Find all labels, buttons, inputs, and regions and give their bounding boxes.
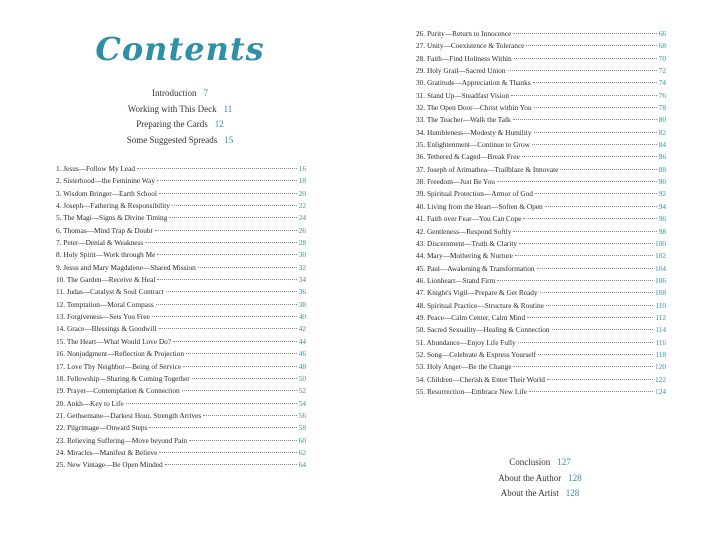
toc-page-number: 38 (298, 299, 306, 309)
matter-item[interactable] (0, 102, 360, 118)
toc-entry[interactable] (56, 386, 306, 398)
toc-page-number: 92 (658, 189, 666, 199)
toc-entry[interactable] (56, 164, 306, 176)
toc-page-number: 88 (658, 164, 666, 174)
right-page (360, 0, 720, 552)
toc-entry[interactable] (416, 115, 666, 127)
matter-item[interactable] (0, 133, 360, 149)
toc-entry[interactable] (56, 374, 306, 386)
toc-entry[interactable] (416, 227, 666, 239)
toc-entry-title: 31. Stand Up—Steadfast Vision (416, 90, 510, 100)
toc-entry-title: 50. Sacred Sexuality—Healing & Connection (416, 325, 550, 335)
dot-leader (126, 403, 297, 404)
toc-page-number: 64 (298, 460, 306, 470)
toc-entry-title: 35. Enlightenment—Continue to Grow (416, 140, 530, 150)
toc-entry-title: 23. Relieving Suffering—Move beyond Pain (56, 435, 187, 445)
toc-entry[interactable] (416, 301, 666, 313)
toc-entry-title: 54. Children—Cherish & Enter Their World (416, 374, 545, 384)
dot-leader (159, 452, 296, 453)
toc-entry[interactable] (416, 350, 666, 362)
toc-entry-title: 52. Song—Celebrate & Express Yourself (416, 349, 536, 359)
dot-leader (514, 58, 657, 59)
toc-entry[interactable] (416, 276, 666, 288)
toc-entry[interactable] (416, 313, 666, 325)
dot-leader (156, 304, 297, 305)
toc-entry-title: 37. Joseph of Arimathea—Trailblaze & Innovate (416, 164, 559, 174)
toc-entry-title: 19. Prayer—Contemplation & Connection (56, 386, 180, 396)
toc-page-number: 94 (658, 201, 666, 211)
dot-leader (515, 255, 653, 256)
toc-entry[interactable] (416, 387, 666, 399)
toc-entry-title: 18. Fellowship—Sharing & Coming Together (56, 373, 190, 383)
toc-page-number: 68 (658, 41, 666, 51)
toc-entry-title: 34. Humbleness—Modesty & Humility (416, 127, 532, 137)
toc-page-number: 24 (298, 213, 306, 223)
dot-leader (497, 181, 657, 182)
toc-entry-title: 21. Gethsemane—Darkest Hour, Strength Arrives (56, 410, 202, 420)
toc-page-number: 16 (298, 164, 306, 173)
matter-page-number: 128 (565, 488, 580, 498)
toc-list-left (56, 164, 306, 473)
toc-entry-title: 49. Peace—Calm Center, Calm Mind (416, 312, 526, 322)
toc-entry-title: 12. Temptation—Moral Compass (56, 299, 154, 309)
toc-entry-title: 2. Sisterhood—the Feminine Way (56, 176, 155, 186)
dot-leader (159, 193, 297, 194)
toc-entry[interactable] (416, 177, 666, 189)
matter-page-number: 15 (224, 134, 234, 145)
dot-leader (535, 193, 657, 194)
toc-entry[interactable] (56, 287, 306, 299)
matter-label: Conclusion (509, 457, 551, 467)
toc-page-number: 56 (298, 410, 306, 420)
matter-label: About the Artist (500, 488, 559, 498)
toc-page-number: 100 (655, 238, 666, 248)
toc-page-number: 96 (658, 214, 666, 224)
toc-page-number: 48 (298, 361, 306, 371)
dot-leader (166, 291, 297, 292)
toc-entry[interactable] (416, 239, 666, 251)
toc-entry-title: 15. The Heart—What Would Love Do? (56, 336, 172, 346)
toc-entry-title: 46. Lionheart—Stand Firm (416, 275, 496, 285)
toc-page-number: 80 (658, 115, 666, 125)
toc-entry[interactable] (56, 436, 306, 448)
toc-page-number: 76 (658, 90, 666, 100)
dot-leader (533, 82, 657, 83)
toc-entry[interactable] (416, 128, 666, 140)
toc-entry-title: 33. The Teacher—Walk the Talk (416, 115, 511, 125)
toc-entry[interactable] (416, 140, 666, 152)
matter-page-number: 12 (214, 119, 224, 129)
dot-leader (560, 169, 656, 170)
back-matter-list (360, 455, 720, 502)
toc-entry[interactable] (56, 226, 306, 238)
matter-label: Working with This Deck (127, 103, 217, 114)
dot-leader (546, 305, 653, 306)
toc-page-number: 26 (298, 225, 306, 235)
dot-leader (511, 95, 657, 96)
toc-entry-title: 28. Faith—Find Holiness Within (416, 53, 512, 63)
dot-leader (497, 280, 653, 281)
toc-page-number: 104 (655, 263, 666, 273)
toc-entry-title: 42. Gentleness—Respond Softly (416, 226, 512, 236)
toc-entry-title: 20. Ankh—Key to Life (56, 398, 124, 408)
dot-leader (537, 268, 654, 269)
toc-entry-title: 48. Spiritual Practice—Structure & Routine (416, 300, 544, 310)
toc-entry-title: 16. Nonjudgment—Reflection & Projection (56, 349, 185, 359)
toc-entry[interactable] (416, 78, 666, 90)
toc-entry[interactable] (416, 362, 666, 374)
toc-entry-title: 32. The Open Door—Christ within You (416, 103, 532, 113)
dot-leader (186, 353, 297, 354)
dot-leader (523, 218, 656, 219)
toc-entry-title: 4. Joseph—Fathering & Responsibility (56, 201, 170, 211)
toc-entry[interactable] (416, 165, 666, 177)
toc-page-number: 40 (298, 312, 306, 322)
toc-entry[interactable] (416, 338, 666, 350)
dot-leader (513, 231, 656, 232)
toc-entry[interactable] (416, 54, 666, 66)
dot-leader (182, 390, 297, 391)
matter-item[interactable] (360, 471, 720, 487)
toc-entry-title: 1. Jesus—Follow My Lead (56, 164, 136, 173)
toc-page-number: 50 (298, 373, 306, 383)
dot-leader (192, 378, 297, 379)
dot-leader (165, 464, 297, 465)
toc-page-number: 46 (298, 349, 306, 359)
toc-entry[interactable] (56, 312, 306, 324)
toc-entry[interactable] (416, 29, 666, 41)
toc-entry-title: 45. Paul—Awakening & Transformation (416, 263, 535, 273)
toc-entry-title: 8. Holy Spirit—Work through Me (56, 250, 156, 260)
matter-label: About the Author (498, 472, 562, 483)
toc-entry-title: 26. Purity—Return to Innocence (416, 29, 512, 38)
dot-leader (173, 341, 297, 342)
front-matter-list (0, 86, 360, 148)
dot-leader (145, 242, 296, 243)
toc-entry[interactable] (56, 263, 306, 275)
toc-entry-title: 3. Wisdom Bringer—Earth School (56, 188, 157, 198)
toc-page-number: 114 (655, 325, 666, 335)
toc-entry[interactable] (416, 202, 666, 214)
toc-entry-title: 38. Freedom—Just Be You (416, 177, 495, 187)
toc-entry[interactable] (56, 300, 306, 312)
toc-page-number: 28 (298, 238, 306, 248)
matter-label: Some Suggested Spreads (126, 134, 218, 145)
dot-leader (538, 354, 653, 355)
dot-leader (155, 230, 297, 231)
toc-page-number: 18 (298, 176, 306, 186)
dot-leader (518, 342, 654, 343)
matter-item[interactable] (360, 455, 720, 471)
toc-entry-title: 29. Holy Grail—Sacred Union (416, 66, 506, 76)
matter-label: Introduction (152, 88, 197, 98)
dot-leader (149, 427, 296, 428)
toc-page-number: 82 (658, 127, 666, 137)
dot-leader (519, 243, 653, 244)
dot-leader (526, 45, 656, 46)
dot-leader (137, 168, 297, 169)
dot-leader (508, 70, 657, 71)
toc-page-number: 72 (658, 66, 666, 76)
dot-leader (513, 119, 657, 120)
dot-leader (172, 205, 297, 206)
toc-entry[interactable] (56, 448, 306, 460)
toc-entry[interactable] (56, 324, 306, 336)
toc-page-number: 70 (658, 53, 666, 63)
toc-entry[interactable] (56, 189, 306, 201)
toc-entry[interactable] (56, 423, 306, 435)
matter-label: Preparing the Cards (136, 119, 208, 129)
toc-entry[interactable] (416, 251, 666, 263)
toc-page-number: 120 (655, 362, 666, 372)
toc-page-number: 42 (298, 324, 306, 334)
toc-page-number: 34 (298, 275, 306, 285)
toc-entry[interactable] (56, 176, 306, 188)
toc-page-number: 78 (658, 103, 666, 113)
toc-page-number: 108 (655, 288, 666, 298)
toc-entry[interactable] (416, 103, 666, 115)
dot-leader (513, 33, 656, 34)
dot-leader (157, 180, 297, 181)
toc-entry-title: 43. Discernment—Truth & Clarity (416, 238, 518, 248)
dot-leader (547, 379, 653, 380)
toc-page-number: 44 (298, 336, 306, 346)
dot-leader (527, 317, 653, 318)
toc-entry[interactable] (56, 275, 306, 287)
toc-entry[interactable] (416, 288, 666, 300)
toc-entry-title: 27. Unity—Coexistence & Tolerance (416, 41, 525, 51)
contents-title: Contents (95, 30, 265, 68)
toc-page-number: 110 (655, 300, 666, 310)
toc-entry-title: 55. Resurrection—Embrace New Life (416, 386, 528, 396)
toc-entry-title: 39. Spiritual Protection—Armor of God (416, 189, 533, 199)
matter-page-number: 7 (203, 88, 208, 98)
toc-page-number: 30 (298, 250, 306, 260)
matter-item[interactable] (0, 86, 360, 102)
toc-entry-title: 22. Pilgrimage—Onward Steps (56, 423, 148, 433)
toc-entry-title: 47. Knight's Vigil—Prepare & Get Ready (416, 288, 538, 298)
toc-page-number: 32 (298, 262, 306, 272)
dot-leader (157, 279, 296, 280)
toc-entry-title: 10. The Garden—Receive & Heal (56, 275, 156, 285)
toc-list-right (416, 29, 666, 399)
toc-entry-title: 14. Grace—Blessings & Goodwill (56, 324, 157, 334)
toc-entry[interactable] (416, 41, 666, 53)
toc-page-number: 58 (298, 423, 306, 433)
toc-entry-title: 53. Holy Anger—Be the Change (416, 362, 512, 372)
dot-leader (159, 328, 297, 329)
dot-leader (552, 329, 654, 330)
toc-entry[interactable] (56, 213, 306, 225)
toc-entry-title: 24. Miracles—Manifest & Believe (56, 447, 158, 457)
toc-page-number: 112 (655, 312, 666, 322)
toc-entry-title: 44. Mary—Mothering & Nurture (416, 251, 513, 261)
dot-leader (522, 156, 657, 157)
toc-page-number: 60 (298, 435, 306, 445)
toc-entry-title: 41. Faith over Fear—You Can Cope (416, 214, 522, 224)
toc-entry-title: 30. Gratitude—Appreciation & Thanks (416, 78, 531, 88)
dot-leader (198, 267, 297, 268)
toc-page-number: 98 (658, 226, 666, 236)
dot-leader (534, 132, 657, 133)
toc-page-number: 84 (658, 140, 666, 150)
toc-entry[interactable] (56, 337, 306, 349)
toc-entry[interactable] (416, 375, 666, 387)
matter-item[interactable] (360, 486, 720, 502)
toc-entry[interactable] (56, 201, 306, 213)
toc-entry-title: 17. Love Thy Neighbor—Being of Service (56, 361, 182, 371)
toc-page-number: 74 (658, 78, 666, 88)
toc-page-number: 66 (658, 29, 666, 38)
toc-entry[interactable] (416, 66, 666, 78)
dot-leader (540, 292, 654, 293)
toc-entry[interactable] (56, 349, 306, 361)
toc-entry[interactable] (416, 152, 666, 164)
toc-entry-title: 51. Abundance—Enjoy Life Fully (416, 337, 516, 347)
toc-entry-title: 11. Judas—Catalyst & Soul Contract (56, 287, 164, 297)
toc-entry[interactable] (56, 238, 306, 250)
toc-page-number: 124 (655, 386, 666, 396)
dot-leader (152, 316, 297, 317)
dot-leader (203, 415, 296, 416)
toc-page-number: 90 (658, 177, 666, 187)
dot-leader (534, 107, 657, 108)
toc-entry[interactable] (416, 214, 666, 226)
toc-entry[interactable] (416, 189, 666, 201)
toc-entry[interactable] (56, 460, 306, 472)
dot-leader (189, 440, 297, 441)
toc-entry[interactable] (56, 250, 306, 262)
toc-page-number: 86 (658, 152, 666, 162)
toc-page-number: 118 (655, 349, 666, 359)
toc-entry[interactable] (416, 91, 666, 103)
toc-page-number: 102 (655, 251, 666, 261)
toc-entry[interactable] (416, 325, 666, 337)
dot-leader (529, 391, 653, 392)
toc-entry-title: 36. Tethered & Caged—Break Free (416, 152, 520, 162)
toc-page-number: 62 (298, 447, 306, 457)
toc-page-number: 22 (298, 201, 306, 211)
dot-leader (157, 254, 296, 255)
toc-entry[interactable] (416, 264, 666, 276)
dot-leader (513, 366, 653, 367)
toc-page-number: 116 (655, 337, 666, 347)
toc-page-number: 54 (298, 398, 306, 408)
dot-leader (183, 366, 297, 367)
toc-page-number: 36 (298, 287, 306, 297)
toc-entry-title: 9. Jesus and Mary Magdalene—Shared Mission (56, 262, 196, 272)
matter-page-number: 127 (557, 457, 571, 467)
toc-page-number: 122 (655, 374, 666, 384)
toc-page-number: 106 (655, 275, 666, 285)
toc-entry-title: 25. New Vintage—Be Open Minded (56, 460, 163, 470)
dot-leader (545, 206, 657, 207)
toc-entry-title: 7. Peter—Denial & Weakness (56, 238, 144, 248)
matter-page-number: 128 (568, 472, 582, 483)
toc-entry-title: 5. The Magi—Signs & Divine Timing (56, 213, 168, 223)
toc-page-number: 20 (298, 188, 306, 198)
matter-page-number: 11 (223, 103, 233, 114)
dot-leader (169, 217, 296, 218)
toc-page-number: 52 (298, 386, 306, 396)
toc-entry-title: 40. Living from the Heart—Soften & Open (416, 201, 543, 211)
matter-item[interactable] (0, 117, 360, 133)
toc-entry-title: 13. Forgiveness—Sets You Free (56, 312, 150, 322)
toc-entry[interactable] (56, 362, 306, 374)
toc-entry-title: 6. Thomas—Mind Trap & Doubt (56, 225, 153, 235)
toc-entry[interactable] (56, 399, 306, 411)
dot-leader (532, 144, 657, 145)
toc-entry[interactable] (56, 411, 306, 423)
